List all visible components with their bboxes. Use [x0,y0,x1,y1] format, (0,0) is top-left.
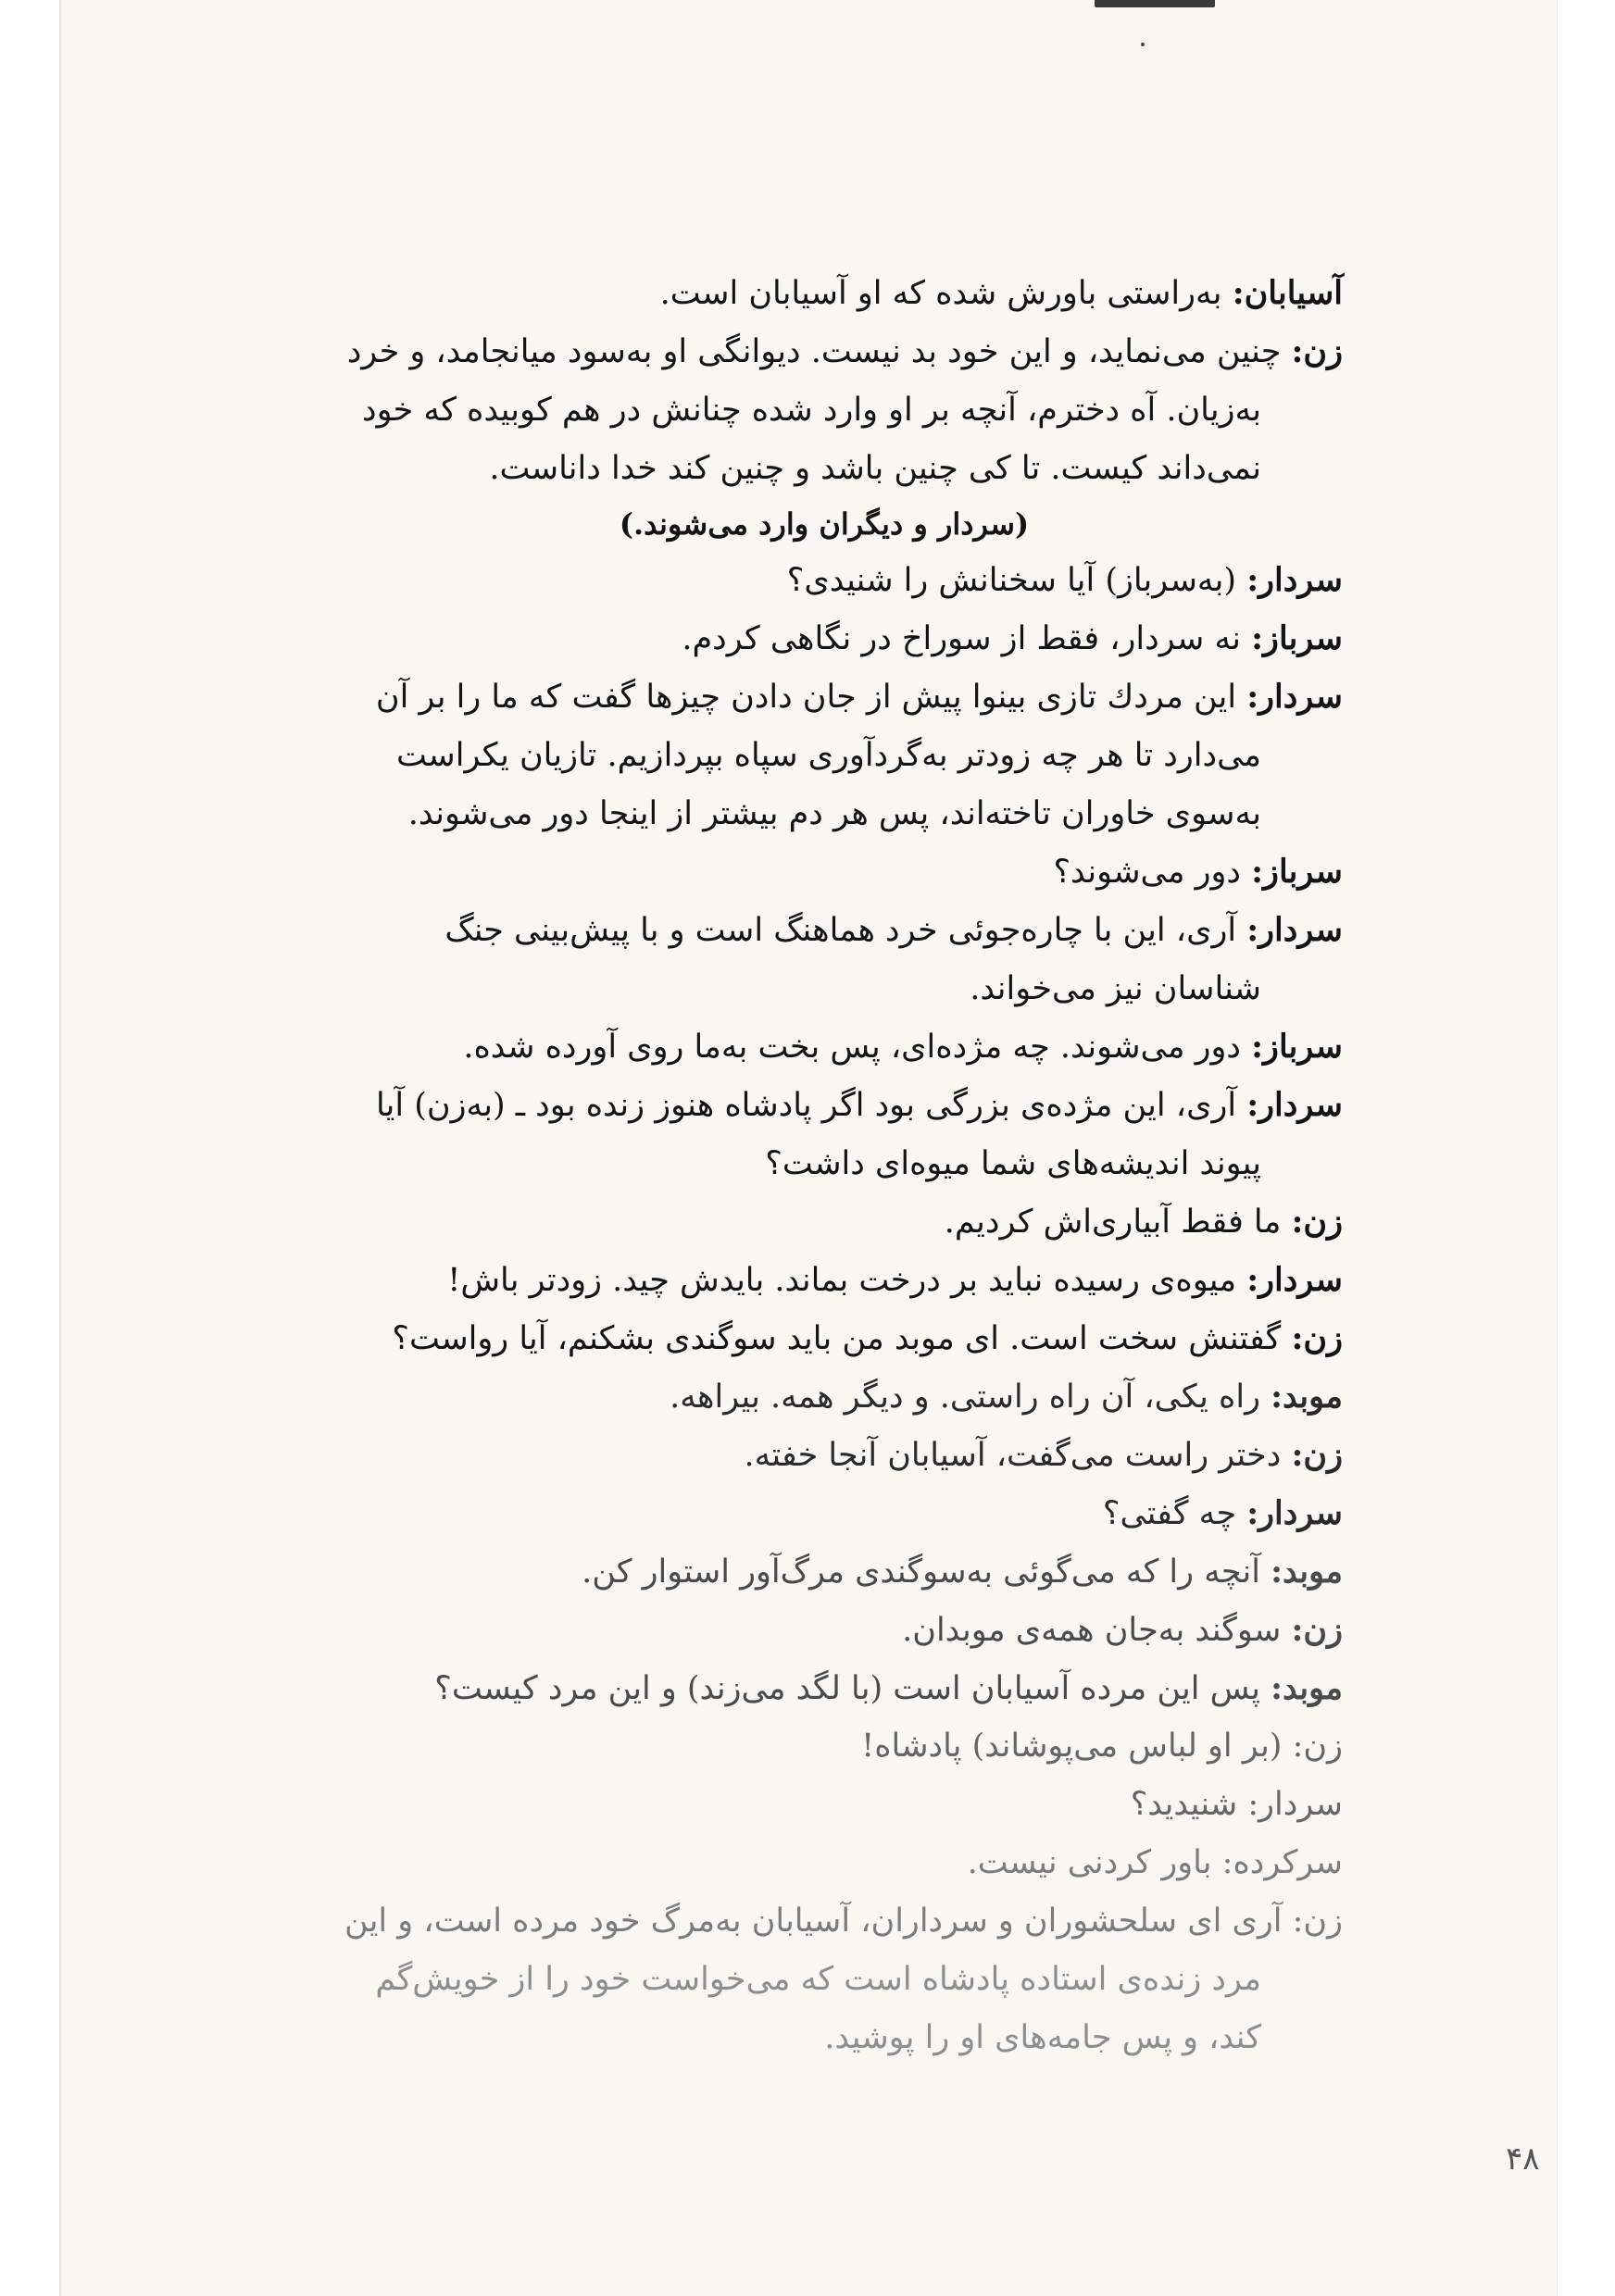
speaker-label: زن: [1291,1611,1343,1649]
dialogue-line [204,1251,1343,1309]
speaker-label: زن: [1291,332,1343,370]
speaker-label: سرباز: [1251,619,1343,657]
speaker-label: موبد: [1271,1553,1343,1591]
line-text: راه یکی، آن راه راستی. و دیگر همه. بیراهه. [670,1379,1271,1416]
dialogue-line [204,1426,1343,1484]
book-page [59,0,1558,2296]
line-text: پس این مرده آسیابان است (با لگد می‌زند) و این مرد کیست؟ [434,1670,1271,1707]
dialogue-line [204,264,1343,322]
line-text: کند، و پس جامه‌های او را پوشید. [824,2019,1261,2056]
dialogue-line [204,322,1343,381]
binding-tab [1095,0,1215,7]
line-text: به‌سوی خاوران تاخته‌اند، پس هر دم بیشتر از اینجا دور می‌شوند. [407,795,1261,832]
line-text: به‌زیان. آه دخترم، آنچه بر او وارد شده چنانش در هم کوبیده که خود [362,392,1261,429]
play-text [204,264,1343,2067]
line-text: دور می‌شوند. چه مژده‌ای، پس بخت به‌ما روی آورده شده. [463,1029,1252,1066]
line-text: (سردار و دیگران وارد می‌شوند.) [619,506,1030,542]
dialogue-line [204,901,1343,959]
dialogue-line [204,1834,1343,1892]
dialogue-line [204,784,1343,842]
speaker-label: سردار: [1246,1086,1343,1124]
speaker-label: زن: [1291,1436,1343,1474]
speaker-label: سرباز: [1251,853,1343,891]
speaker-label: موبد: [1271,1378,1343,1416]
speaker-label: سردار: [1246,678,1343,716]
speaker-label: سردار: [1246,1261,1343,1299]
dialogue-line [204,2009,1343,2067]
line-text: دور می‌شوند؟ [1053,854,1252,891]
line-text: میوه‌ی رسیده نباید بر درخت بماند. بایدش چید. زودتر باش! [447,1262,1247,1299]
dialogue-line [204,609,1343,668]
line-text: به‌راستی باورش شده که او آسیابان است. [659,275,1233,312]
line-text: چه گفتی؟ [1102,1495,1247,1532]
speaker-label: زن: [1292,1903,1343,1940]
speaker-label: سرباز: [1251,1028,1343,1066]
line-text: گفتنش سخت است. ای موبد من باید سوگندی بشکنم، آیا رواست؟ [392,1320,1292,1357]
dialogue-line [204,1367,1343,1426]
stage-direction [204,497,1343,551]
line-text: آری، این مژده‌ی بزرگی بود اگر پادشاه هنوز زنده بود ـ (به‌زن) آیا [376,1087,1247,1124]
line-text: آری، این با چاره‌جوئی خرد هماهنگ است و با پیش‌بینی جنگ [444,912,1247,949]
line-text: آنچه را که می‌گوئی به‌سوگندی مرگ‌آور استوار کن. [582,1554,1271,1591]
line-text: شنیدید؟ [1130,1786,1248,1823]
speaker-label: زن: [1291,1203,1343,1241]
dialogue-line [204,1717,1343,1776]
line-text: باور کردنی نیست. [967,1844,1222,1881]
dialogue-line [204,1076,1343,1134]
line-text: دختر راست می‌گفت، آسیابان آنجا خفته. [744,1437,1292,1474]
line-text: پیوند اندیشه‌های شما میوه‌ای داشت؟ [765,1145,1261,1182]
dialogue-line [204,1659,1343,1717]
line-text: نمی‌داند کیست. تا کی چنین باشد و چنین کند خدا داناست. [489,450,1261,487]
line-text: چنین می‌نماید، و این خود بد نیست. دیوانگی او به‌سود میانجامد، و خرد [346,333,1292,370]
speaker-label: آسیابان: [1232,274,1343,312]
speaker-label: موبد: [1271,1669,1343,1707]
dialogue-line [204,842,1343,901]
dialogue-line [204,959,1343,1017]
speaker-label: سردار: [1246,561,1343,599]
line-text: (بر او لباس می‌پوشاند) پادشاه! [861,1728,1293,1765]
speaker-label: سردار: [1246,1494,1343,1532]
dialogue-line [204,1892,1343,1951]
dialogue-line [204,1601,1343,1659]
ink-speck [1141,43,1145,46]
dialogue-line [204,668,1343,726]
speaker-label: سرکرده: [1221,1844,1343,1881]
dialogue-line [204,1017,1343,1076]
line-text: سوگند به‌جان همه‌ی موبدان. [902,1612,1292,1649]
dialogue-line [204,1484,1343,1542]
line-text: این مردك تازی بینوا پیش از جان دادن چیزها گفت که ما را بر آن [375,679,1247,716]
speaker-label: زن: [1291,1319,1343,1357]
line-text: نه سردار، فقط از سوراخ در نگاهی کردم. [682,620,1252,657]
page-number: ۴۸ [1506,2140,1540,2177]
line-text: آری ای سلحشوران و سرداران، آسیابان به‌مرگ خود مرده است، و این [344,1903,1293,1940]
speaker-label: سردار: [1246,911,1343,949]
line-text: (به‌سرباز) آیا سخنانش را شنیدی؟ [786,562,1247,599]
dialogue-line [204,1542,1343,1601]
line-text: شناسان نیز می‌خواند. [970,970,1261,1007]
dialogue-line [204,1134,1343,1192]
speaker-label: سردار: [1247,1786,1343,1823]
dialogue-line [204,1192,1343,1251]
dialogue-line [204,439,1343,497]
dialogue-line [204,551,1343,609]
line-text: می‌دارد تا هر چه زودتر به‌گردآوری سپاه بپردازیم. تازیان یکراست [396,737,1261,774]
line-text: ما فقط آبیاری‌اش کردیم. [944,1204,1292,1241]
speaker-label: زن: [1292,1728,1343,1765]
dialogue-line [204,726,1343,784]
line-text: مرد زنده‌ی استاده پادشاه است که می‌خواست خود را از خویش‌گم [375,1961,1261,1998]
dialogue-line [204,1309,1343,1367]
dialogue-line [204,1776,1343,1834]
dialogue-line [204,381,1343,439]
dialogue-line [204,1951,1343,2009]
